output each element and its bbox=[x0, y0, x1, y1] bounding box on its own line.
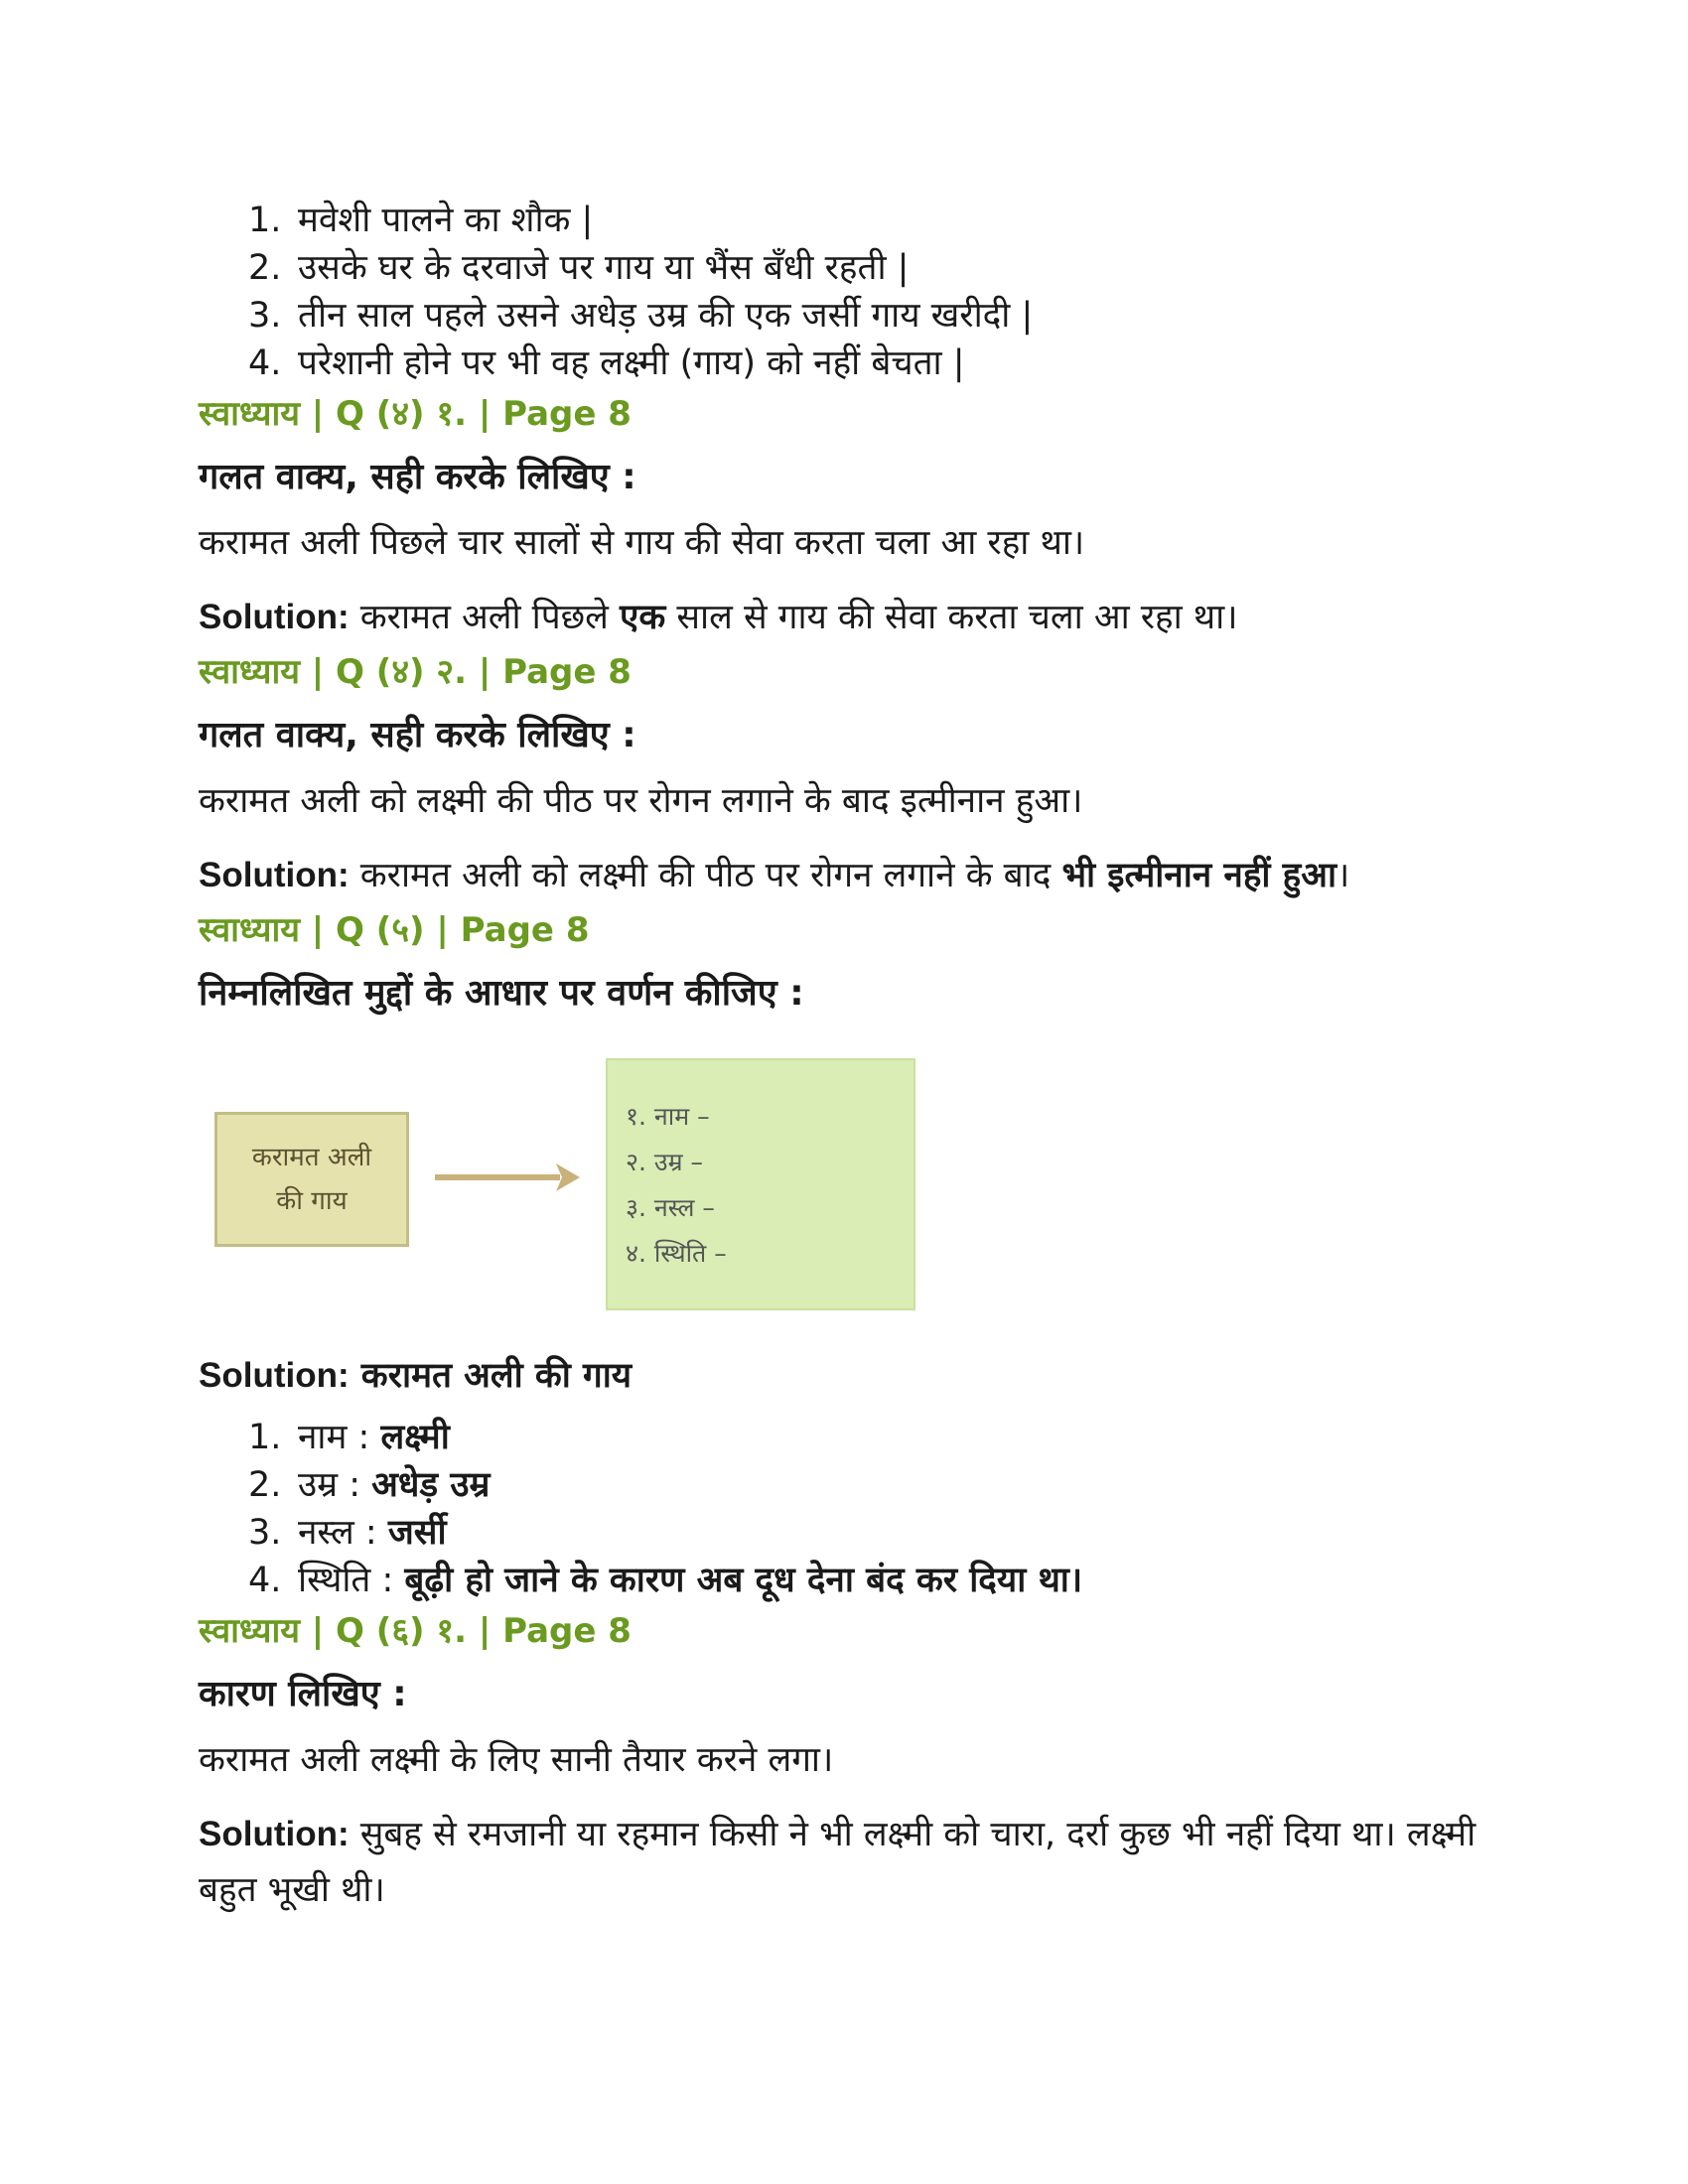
solution: Solution: करामत अली पिछले एक साल से गाय की सेवा करता चला आ रहा था। bbox=[199, 598, 1238, 637]
section-heading-q6-1: स्वाध्याय | Q (६) १. | Page 8 bbox=[199, 1611, 632, 1651]
list-item: 1. नाम : लक्ष्मी bbox=[248, 1418, 450, 1457]
question-text: करामत अली को लक्ष्मी की पीठ पर रोगन लगाने के बाद इत्मीनान हुआ। bbox=[199, 781, 1083, 821]
list-item: 4. स्थिति : बूढ़ी हो जाने के कारण अब दूध देना बंद कर दिया था। bbox=[248, 1561, 1083, 1600]
section-heading-q5: स्वाध्याय | Q (५) | Page 8 bbox=[199, 910, 590, 950]
question-text: करामत अली लक्ष्मी के लिए सानी तैयार करने लगा। bbox=[199, 1740, 834, 1780]
list-item: 1. मवेशी पालने का शौक | bbox=[248, 201, 594, 240]
question-title: निम्नलिखित मुद्दों के आधार पर वर्णन कीजिए : bbox=[199, 973, 804, 1014]
list-item: 3. तीन साल पहले उसने अधेड़ उम्र की एक जर्सी गाय खरीदी | bbox=[248, 296, 1034, 336]
solution: Solution: सुबह से रमजानी या रहमान किसी ने भी लक्ष्मी को चारा, दर्रा कुछ भी नहीं दिया था। लक्ष्मी बहुत भूखी थी। bbox=[199, 1815, 1477, 1910]
question-title: गलत वाक्य, सही करके लिखिए : bbox=[199, 457, 636, 497]
list-item: 2. उसके घर के दरवाजे पर गाय या भैंस बँधी रहती | bbox=[248, 248, 910, 288]
diagram-point: १. नाम – bbox=[626, 1102, 710, 1131]
diagram-point: २. उम्र – bbox=[626, 1148, 703, 1176]
question-title: गलत वाक्य, सही करके लिखिए : bbox=[199, 715, 636, 755]
arrow-right-icon bbox=[433, 1158, 582, 1197]
solution-label: Solution: bbox=[199, 856, 350, 894]
diagram-point: ३. नस्ल – bbox=[626, 1193, 715, 1222]
solution: Solution: करामत अली को लक्ष्मी की पीठ पर रोगन लगाने के बाद भी इत्मीनान नहीं हुआ। bbox=[199, 856, 1350, 895]
solution: Solution: करामत अली की गाय bbox=[199, 1356, 633, 1396]
diagram-points-box bbox=[606, 1058, 915, 1310]
solution-highlight: भी इत्मीनान नहीं हुआ bbox=[1061, 856, 1337, 895]
page-content bbox=[199, 197, 1509, 1918]
features-list bbox=[199, 197, 1509, 387]
cow-description-diagram bbox=[199, 1040, 1509, 1338]
solution-label: Solution: bbox=[199, 598, 350, 636]
question-title: कारण लिखिए : bbox=[199, 1674, 407, 1714]
list-item: 3. नस्ल : जर्सी bbox=[248, 1513, 447, 1553]
question-text: करामत अली पिछले चार सालों से गाय की सेवा करता चला आ रहा था। bbox=[199, 523, 1085, 563]
solution-highlight: एक bbox=[620, 598, 666, 637]
answer-list bbox=[199, 1414, 1509, 1604]
list-item: 4. परेशानी होने पर भी वह लक्ष्मी (गाय) को नहीं बेचता | bbox=[248, 343, 965, 383]
section-heading-q4-2: स्वाध्याय | Q (४) २. | Page 8 bbox=[199, 652, 632, 692]
solution-label: Solution: bbox=[199, 1356, 350, 1395]
solution-label: Solution: bbox=[199, 1815, 350, 1853]
diagram-source-box: करामत अली की गाय bbox=[214, 1112, 409, 1247]
section-heading-q4-1: स्वाध्याय | Q (४) १. | Page 8 bbox=[199, 394, 632, 434]
list-item: 2. उम्र : अधेड़ उम्र bbox=[248, 1465, 491, 1505]
diagram-point: ४. स्थिति – bbox=[626, 1239, 727, 1268]
